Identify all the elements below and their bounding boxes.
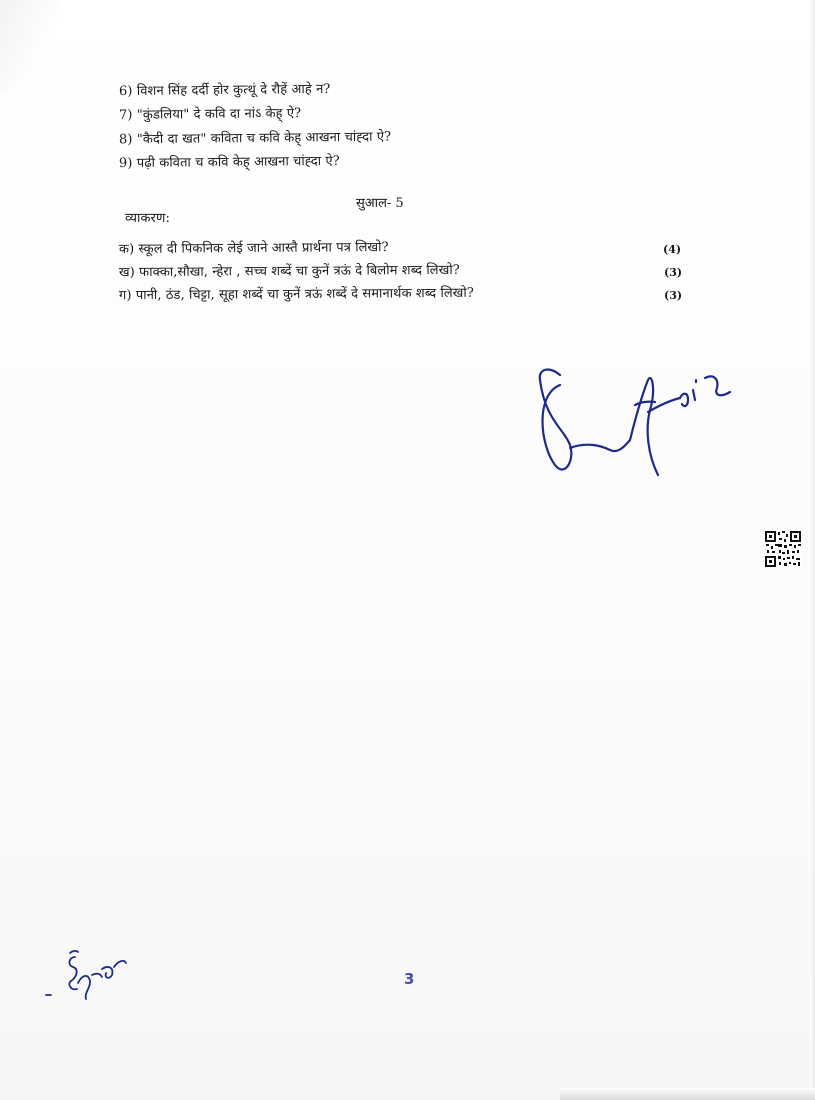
page-corner-fold	[0, 0, 83, 93]
marks-b: (3)	[664, 266, 683, 279]
grammar-label: व्याकरण:	[125, 211, 170, 226]
signature-bottom-left	[40, 945, 135, 1010]
question-9: 9) पढ़ी कविता च कवि केह् आखना चांह्दा ऐ?	[118, 153, 340, 172]
signature-top-right	[530, 350, 735, 485]
question-8: 8) "कैदी दा खत" कविता च कवि केह् आखना चांह्दा ऐ?	[118, 129, 392, 148]
question-6: 6) विशन सिंह दर्दी होर कुत्थूं दे रौहें आहे न?	[118, 81, 331, 100]
page-edge-right	[809, 0, 815, 1100]
grammar-question-c: ग) पानी, ठंड, चिट्टा, सूहा शब्दें चा कुनें त्रऊं शब्दें दे समानार्थक शब्द लिखो?	[118, 285, 474, 304]
grammar-question-b: ख) फाक्का,सौखा, न्हेरा , सच्च शब्दें चा कुनें त्रऊं दे बिलोम शब्द लिखो?	[118, 262, 460, 281]
section-title: सुआल- 5	[356, 196, 404, 211]
marks-c: (3)	[664, 289, 683, 302]
marks-a: (4)	[663, 243, 682, 256]
question-7: 7) "कुंडलिया" दे कवि दा नांऽ केह् ऐ?	[118, 106, 302, 123]
page-edge-bottom	[560, 1088, 815, 1100]
qr-code-icon	[764, 530, 802, 568]
grammar-question-a: क) स्कूल दी पिकनिक लेई जाने आस्तै प्रार्थना पत्र लिखो?	[118, 240, 389, 257]
page-number: 3	[404, 970, 415, 988]
